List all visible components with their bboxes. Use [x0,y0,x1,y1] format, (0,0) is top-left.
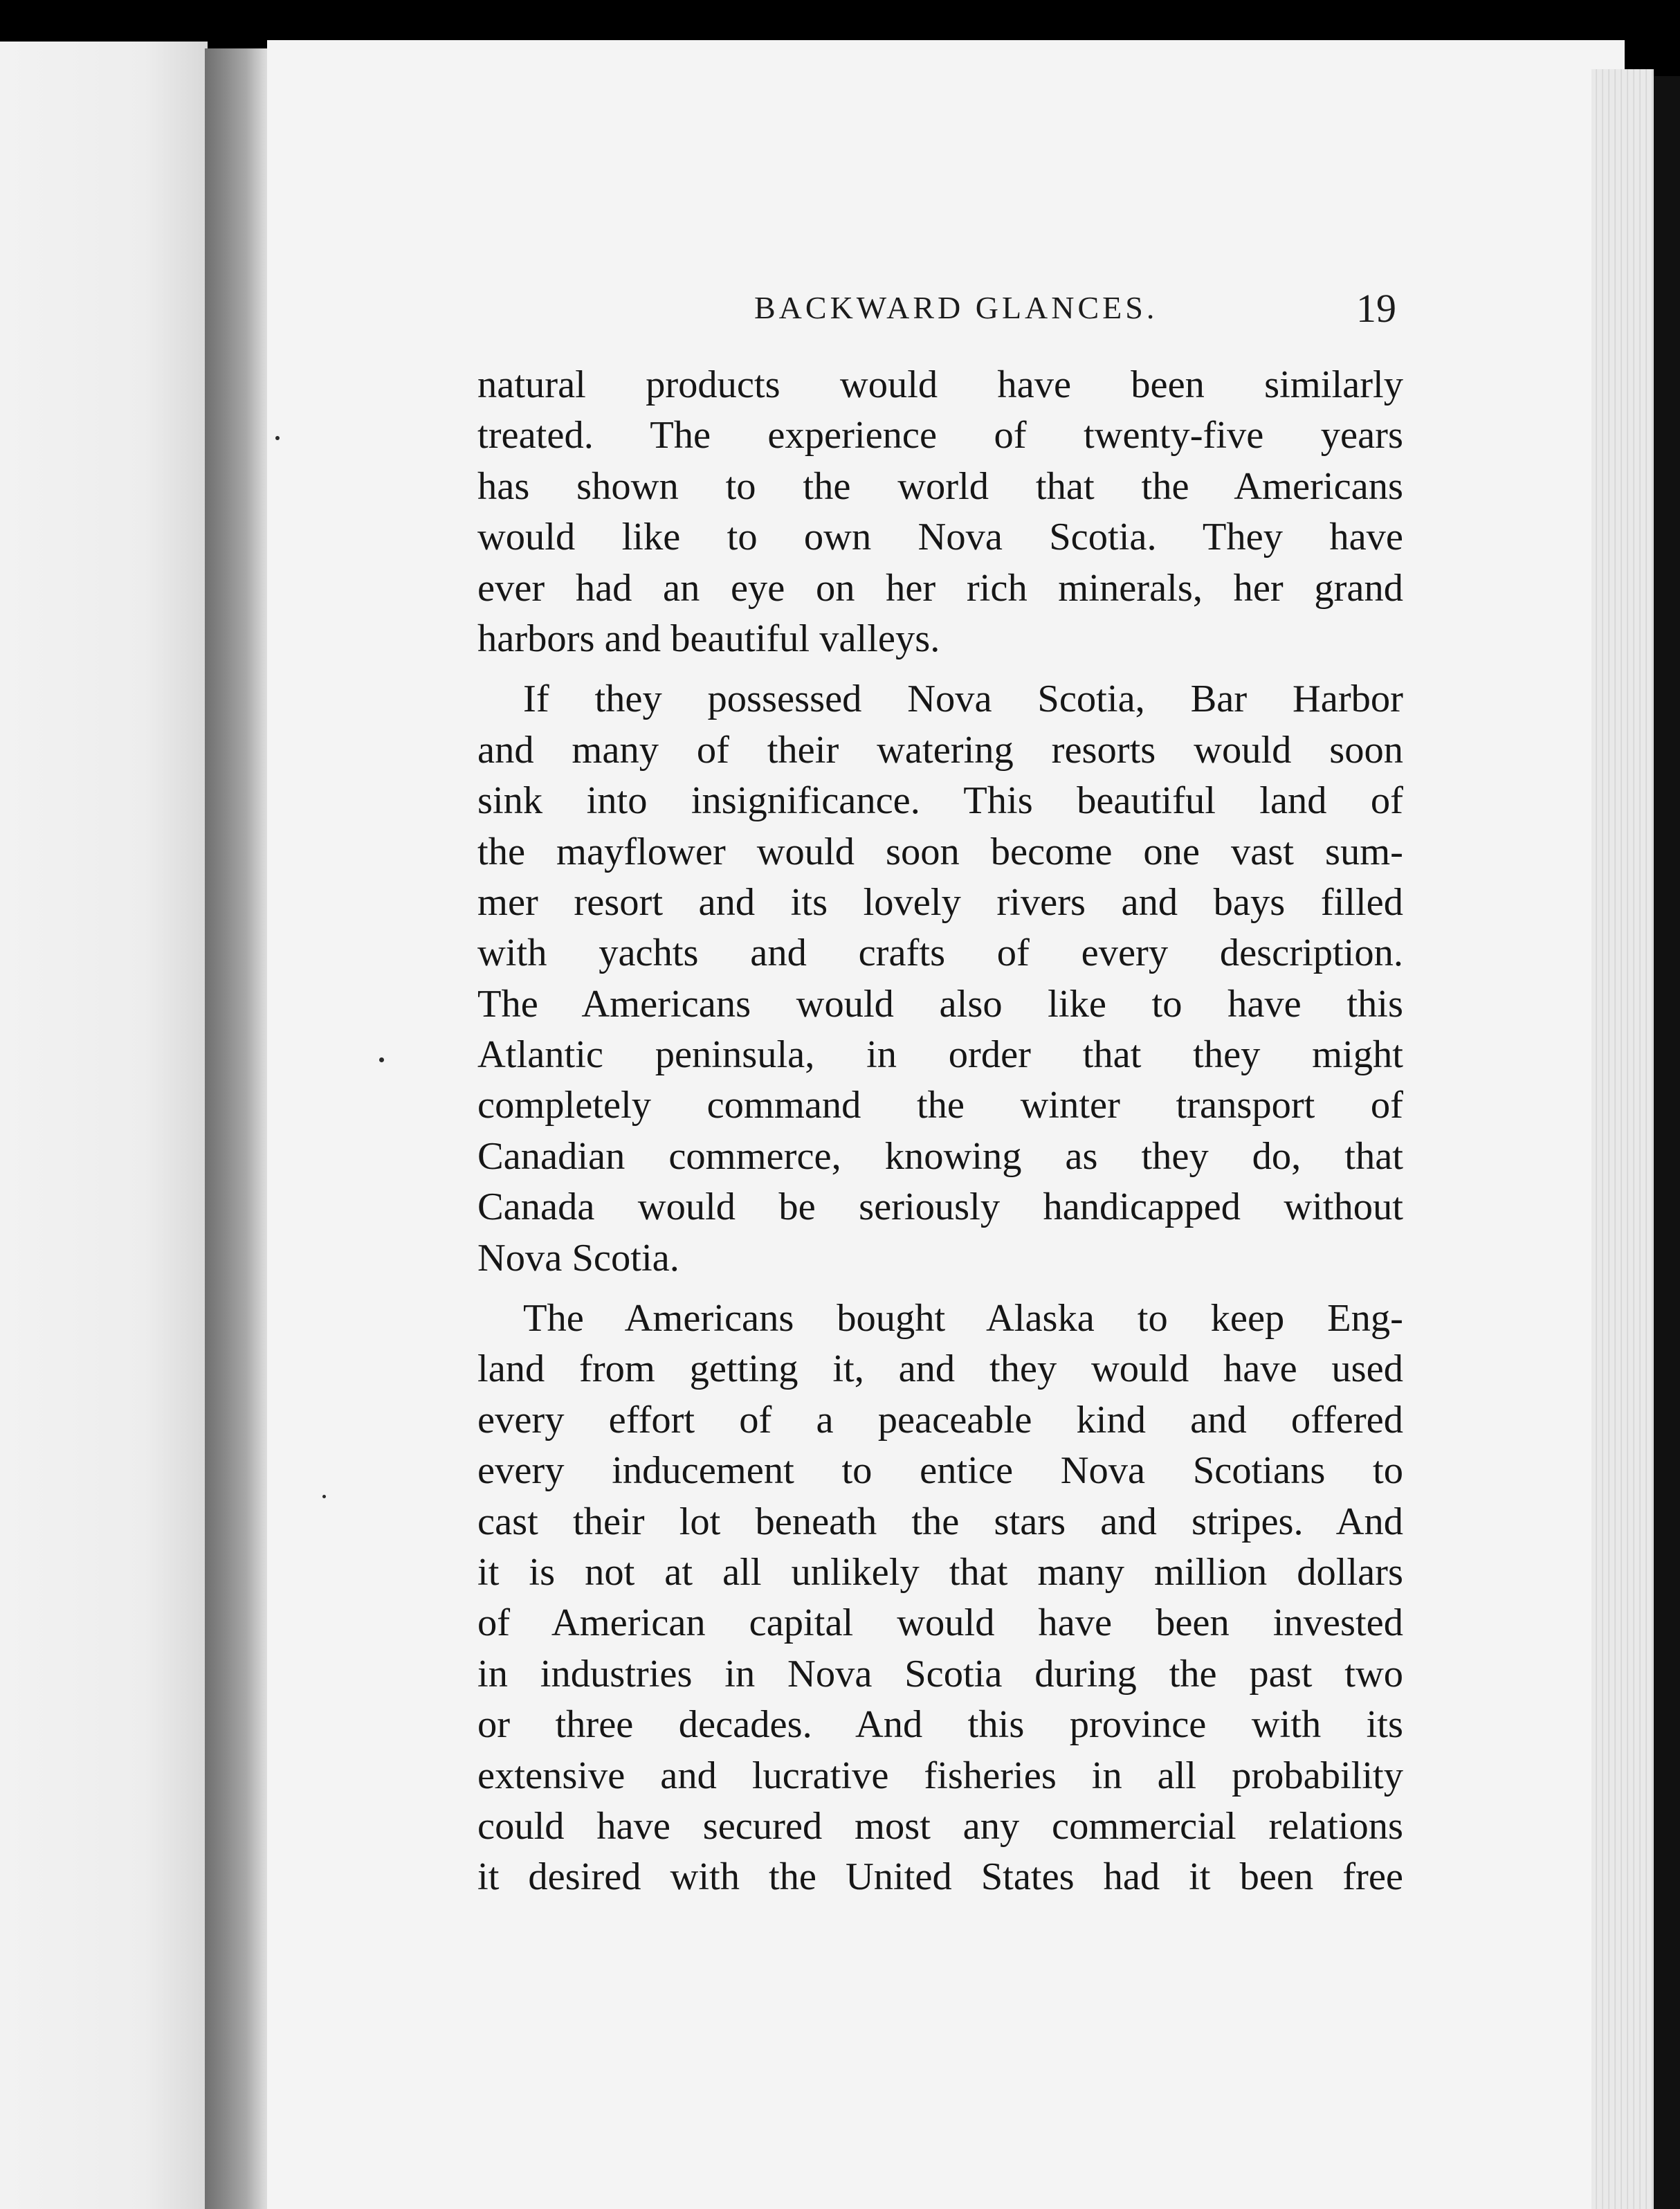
text-line: Canada would be seriously handicapped without [477,1185,1403,1229]
text-line: treated. The experience of twenty-five years [477,414,1403,457]
text-line: the mayflower would soon become one vast sum- [477,830,1403,873]
text-line: it desired with the United States had it been free [477,1855,1403,1899]
text-line: Atlantic peninsula, in order that they might [477,1033,1403,1077]
scan-speck [379,1057,384,1062]
text-line: extensive and lucrative fisheries in all probability [477,1754,1403,1797]
page-number: 19 [1356,286,1396,331]
text-line: it is not at all unlikely that many million dollars [477,1550,1403,1594]
text-line: harbors and beautiful valleys. [477,617,940,660]
text-line: Canadian commerce, knowing as they do, that [477,1134,1403,1178]
text-line: would like to own Nova Scotia. They have [477,516,1403,559]
scan-speck [275,436,280,440]
text-line: mer resort and its lovely rivers and bays filled [477,880,1403,924]
text-line: sink into insignificance. This beautiful land of [477,779,1403,823]
text-line: The Americans would also like to have this [477,982,1403,1026]
text-line: could have secured most any commercial relations [477,1804,1403,1848]
paragraph-gap [477,1284,1403,1293]
paragraph-gap [477,664,1403,674]
scan-speck [322,1495,326,1498]
text-line: every effort of a peaceable kind and offered [477,1398,1403,1442]
text-line: land from getting it, and they would have used [477,1347,1403,1391]
text-line: Nova Scotia. [477,1236,679,1280]
facing-page-left [0,42,208,2209]
text-line: ever had an eye on her rich minerals, her grand [477,566,1403,610]
book-gutter-shadow [205,48,274,2209]
text-line: in industries in Nova Scotia during the past two [477,1652,1403,1696]
text-line: completely command the winter transport of [477,1084,1403,1127]
text-line: every inducement to entice Nova Scotians to [477,1449,1403,1493]
text-line: The Americans bought Alaska to keep Eng- [523,1297,1403,1340]
text-line: cast their lot beneath the stars and stripes. And [477,1500,1403,1543]
text-line: or three decades. And this province with its [477,1703,1403,1747]
text-line: and many of their watering resorts would soon [477,728,1403,772]
page-edges [1591,69,1654,2209]
page-edge-shadow [1654,76,1680,2209]
text-line: with yachts and crafts of every description. [477,931,1403,975]
body-text [477,360,1403,1903]
text-line: of American capital would have been invested [477,1601,1403,1645]
text-line: has shown to the world that the Americans [477,464,1403,508]
text-line: If they possessed Nova Scotia, Bar Harbor [523,678,1403,721]
text-line: natural products would have been similarly [477,363,1403,406]
running-head: BACKWARD GLANCES. [754,290,1158,325]
